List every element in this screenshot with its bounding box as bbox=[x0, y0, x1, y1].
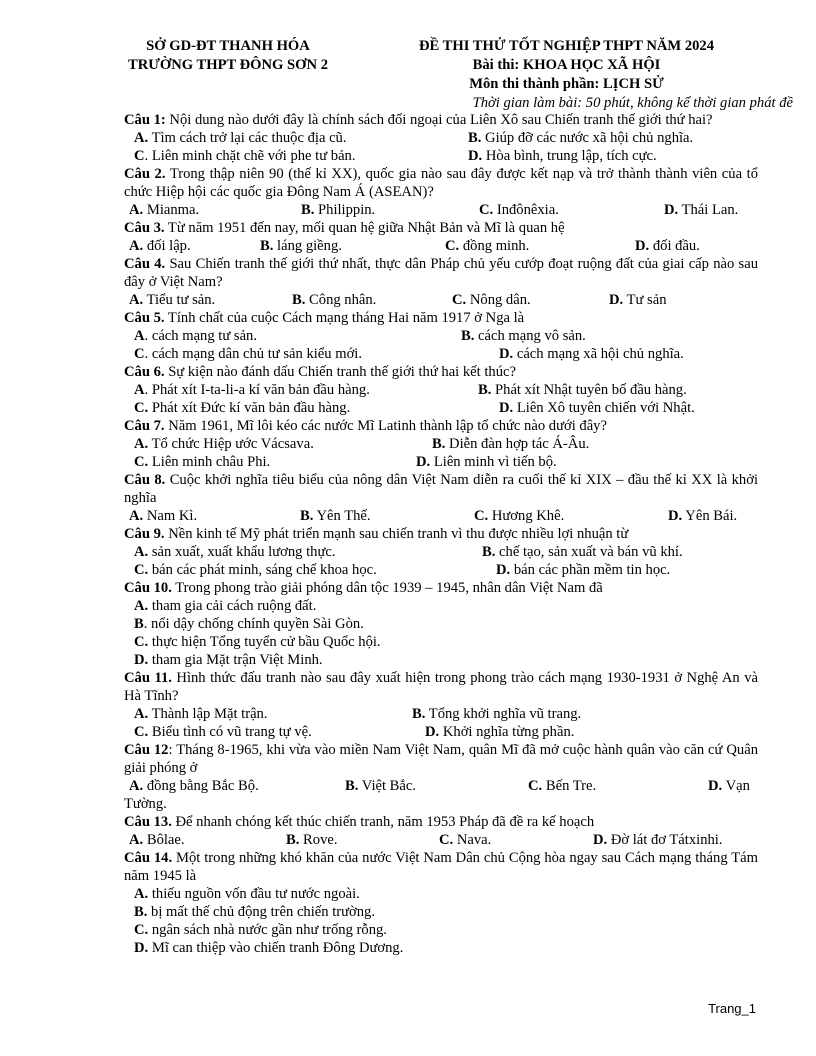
answer-option bbox=[499, 399, 695, 417]
question-text: Nội dung nào dưới đây là chính sách đối ngoại của Liên Xô sau Chiến tranh thế giới thứ hai? bbox=[165, 112, 713, 128]
question bbox=[124, 669, 758, 741]
question bbox=[124, 525, 758, 579]
page-number: Trang_1 bbox=[708, 1001, 756, 1016]
option-letter: B. bbox=[412, 706, 426, 722]
answer-row bbox=[124, 291, 758, 309]
answer-row bbox=[124, 381, 758, 399]
exam-info bbox=[370, 37, 793, 113]
option-text: Việt Bắc. bbox=[358, 778, 417, 794]
question-number: Câu 13. bbox=[124, 814, 172, 830]
school-info bbox=[98, 37, 358, 75]
question-number: Câu 9. bbox=[124, 526, 165, 542]
option-continuation: Tường. bbox=[124, 796, 167, 812]
option-letter: A. bbox=[134, 886, 149, 902]
option-letter: A. bbox=[134, 544, 149, 560]
option-letter: A. bbox=[134, 436, 149, 452]
option-text: Yên Bái. bbox=[682, 508, 738, 524]
option-letter: B. bbox=[286, 832, 300, 848]
option-letter: A. bbox=[129, 202, 144, 218]
question bbox=[124, 741, 758, 813]
option-letter: D. bbox=[134, 652, 149, 668]
answer-option bbox=[482, 543, 683, 561]
option-text: Inđônêxia. bbox=[493, 202, 559, 218]
option-letter: C. bbox=[439, 832, 454, 848]
answer-option bbox=[129, 831, 185, 849]
question-stem bbox=[124, 165, 758, 201]
option-letter: C. bbox=[134, 922, 149, 938]
question-text: Sự kiện nào đánh dấu Chiến tranh thế giới thứ hai kết thúc? bbox=[164, 364, 516, 380]
question-number: Câu 7. bbox=[124, 418, 165, 434]
option-text: Nông dân. bbox=[466, 292, 531, 308]
answer-row bbox=[124, 147, 758, 165]
question-text: Hình thức đấu tranh nào sau đây xuất hiện trong phong trào cách mạng 1930-1931 ở Nghệ An và Hà Tĩnh? bbox=[124, 670, 758, 704]
question-number: Câu 4. bbox=[124, 256, 166, 272]
option-text: đồng bằng Bắc Bộ. bbox=[143, 778, 259, 794]
option-text: . nổi dậy chống chính quyền Sài Gòn. bbox=[143, 616, 364, 632]
option-text: . cách mạng tư sản. bbox=[144, 328, 258, 344]
option-letter: C. bbox=[134, 454, 149, 470]
option-letter: D. bbox=[635, 238, 650, 254]
answer-option bbox=[412, 705, 581, 723]
question bbox=[124, 363, 758, 417]
option-letter: D. bbox=[499, 400, 514, 416]
answer-row bbox=[124, 615, 758, 633]
option-letter: C. bbox=[134, 724, 149, 740]
answer-option bbox=[345, 777, 416, 795]
option-letter: D. bbox=[499, 346, 514, 362]
answer-option bbox=[134, 399, 350, 417]
option-letter: B. bbox=[292, 292, 306, 308]
option-text: đồng minh. bbox=[459, 238, 530, 254]
answer-row bbox=[124, 435, 758, 453]
question-text: Nền kinh tế Mỹ phát triển mạnh sau chiến tranh vì thu được nhiều lợi nhuận từ bbox=[164, 526, 629, 542]
answer-row bbox=[124, 597, 758, 615]
answer-row bbox=[124, 129, 758, 147]
question bbox=[124, 813, 758, 849]
question-number: Câu 10. bbox=[124, 580, 172, 596]
answer-option bbox=[445, 237, 529, 255]
option-text: Tư sản bbox=[623, 292, 667, 308]
question-text: Tính chất của cuộc Cách mạng tháng Hai năm 1917 ở Nga là bbox=[164, 310, 525, 326]
option-text: Bến Tre. bbox=[542, 778, 597, 794]
answer-row bbox=[124, 201, 758, 219]
option-text: Yên Thế. bbox=[313, 508, 371, 524]
option-text: Thành lập Mặt trận. bbox=[148, 706, 268, 722]
option-letter: A bbox=[134, 328, 145, 344]
option-letter: C bbox=[134, 346, 145, 362]
option-text: Liên minh châu Phi. bbox=[148, 454, 271, 470]
answer-option bbox=[478, 381, 687, 399]
question-number: Câu 2. bbox=[124, 166, 166, 182]
option-text: Thái Lan. bbox=[678, 202, 739, 218]
question bbox=[124, 417, 758, 471]
answer-option bbox=[499, 345, 684, 363]
answer-row bbox=[124, 237, 758, 255]
answer-row bbox=[124, 345, 758, 363]
answer-row bbox=[124, 399, 758, 417]
answer-option bbox=[260, 237, 342, 255]
question-text: Một trong những khó khăn của nước Việt Nam Dân chủ Cộng hòa ngay sau Cách mạng tháng Tám năm 1945 là bbox=[124, 850, 759, 884]
answer-option bbox=[496, 561, 670, 579]
exam-subject: Môn thi thành phần: LỊCH SỬ bbox=[469, 76, 664, 92]
answer-option bbox=[609, 291, 667, 309]
answer-option bbox=[439, 831, 491, 849]
question-number: Câu 1: bbox=[124, 112, 166, 128]
answer-option bbox=[134, 723, 312, 741]
exam-header bbox=[98, 37, 793, 111]
option-text: ngân sách nhà nước gần như trống rỗng. bbox=[148, 922, 387, 938]
answer-row bbox=[124, 777, 758, 795]
option-text: Công nhân. bbox=[305, 292, 377, 308]
option-text: Liên minh vì tiến bộ. bbox=[430, 454, 557, 470]
exam-time: Thời gian làm bài: 50 phút, không kể thời gian phát đề bbox=[472, 95, 793, 111]
option-letter: B. bbox=[432, 436, 446, 452]
answer-option bbox=[129, 291, 215, 309]
option-text: láng giềng. bbox=[273, 238, 342, 254]
answer-option bbox=[134, 921, 387, 939]
option-text: Giúp đỡ các nước xã hội chủ nghĩa. bbox=[481, 130, 694, 146]
question-stem bbox=[124, 741, 758, 777]
answer-option bbox=[134, 615, 364, 633]
option-letter: C. bbox=[528, 778, 543, 794]
answer-option bbox=[664, 201, 738, 219]
question-text: Trong thập niên 90 (thế kỉ XX), quốc gia nào sau đây được kết nạp và trở thành thành viên của tổ chức Hiệp hội các quốc gia Đông Nam Á (ASEAN)? bbox=[124, 166, 759, 200]
answer-row bbox=[124, 453, 758, 471]
answer-row bbox=[124, 885, 758, 903]
question-list bbox=[124, 111, 758, 957]
answer-option bbox=[593, 831, 723, 849]
answer-option bbox=[301, 201, 375, 219]
question-text: Năm 1961, Mĩ lôi kéo các nước Mĩ Latinh thành lập tổ chức nào dưới đây? bbox=[164, 418, 607, 434]
option-letter: A. bbox=[129, 292, 144, 308]
option-text: Hòa bình, trung lập, tích cực. bbox=[482, 148, 657, 164]
question-number: Câu 8. bbox=[124, 472, 166, 488]
answer-option bbox=[416, 453, 557, 471]
option-text: chế tạo, sản xuất và bán vũ khí. bbox=[495, 544, 683, 560]
answer-option bbox=[468, 147, 657, 165]
option-letter: C. bbox=[134, 400, 149, 416]
question-stem bbox=[124, 669, 758, 705]
option-text: Biểu tình có vũ trang tự vệ. bbox=[148, 724, 312, 740]
option-text: Bôlae. bbox=[143, 832, 185, 848]
question-text: Sau Chiến tranh thế giới thứ nhất, thực dân Pháp chủ yếu cướp đoạt ruộng đất của giai cấp nào sau đây ở Việt Nam? bbox=[124, 256, 759, 290]
question-stem bbox=[124, 579, 758, 597]
option-text: . Liên minh chặt chẽ với phe tư bản. bbox=[144, 148, 356, 164]
option-letter: A. bbox=[134, 130, 149, 146]
question-stem bbox=[124, 471, 758, 507]
question-number: Câu 12 bbox=[124, 742, 169, 758]
option-letter: A. bbox=[134, 706, 149, 722]
answer-option bbox=[474, 507, 564, 525]
option-letter: D. bbox=[668, 508, 683, 524]
answer-option bbox=[129, 507, 197, 525]
answer-option bbox=[461, 327, 586, 345]
question-number: Câu 14. bbox=[124, 850, 173, 866]
option-text: . Phát xít I-ta-li-a kí văn bản đầu hàng. bbox=[144, 382, 370, 398]
option-text: . cách mạng dân chủ tư sản kiểu mới. bbox=[144, 346, 362, 362]
option-text: Phát xít Đức kí văn bản đầu hàng. bbox=[148, 400, 351, 416]
option-letter: B. bbox=[301, 202, 315, 218]
option-text: thiếu nguồn vốn đầu tư nước ngoài. bbox=[148, 886, 360, 902]
question bbox=[124, 471, 758, 525]
answer-option bbox=[134, 453, 270, 471]
answer-option bbox=[134, 561, 377, 579]
option-text: tham gia cải cách ruộng đất. bbox=[148, 598, 317, 614]
answer-option bbox=[129, 201, 199, 219]
question-stem bbox=[124, 363, 758, 381]
option-text: Phát xít Nhật tuyên bố đầu hàng. bbox=[491, 382, 687, 398]
answer-option bbox=[425, 723, 574, 741]
option-letter: D. bbox=[496, 562, 511, 578]
option-text: bị mất thế chủ động trên chiến trường. bbox=[147, 904, 375, 920]
question-stem bbox=[124, 813, 758, 831]
option-letter: D. bbox=[416, 454, 431, 470]
option-letter: B. bbox=[461, 328, 475, 344]
question bbox=[124, 849, 758, 957]
option-letter: A. bbox=[129, 238, 144, 254]
option-letter: B. bbox=[134, 904, 148, 920]
answer-row bbox=[124, 939, 758, 957]
option-text: bán các phần mềm tin học. bbox=[510, 562, 671, 578]
option-letter: B. bbox=[300, 508, 314, 524]
option-letter: B. bbox=[345, 778, 359, 794]
answer-option bbox=[452, 291, 531, 309]
answer-option bbox=[468, 129, 693, 147]
question bbox=[124, 165, 758, 219]
answer-row bbox=[124, 507, 758, 525]
answer-option bbox=[134, 705, 268, 723]
question bbox=[124, 219, 758, 255]
department-name: SỞ GD-ĐT THANH HÓA bbox=[146, 38, 310, 54]
option-text: đối đầu. bbox=[649, 238, 700, 254]
answer-option bbox=[528, 777, 596, 795]
answer-option bbox=[134, 543, 335, 561]
answer-option bbox=[134, 939, 403, 957]
question-text: Để nhanh chóng kết thúc chiến tranh, năm 1953 Pháp đã đề ra kế hoạch bbox=[171, 814, 595, 830]
option-text: Vạn bbox=[722, 778, 750, 794]
option-letter: C. bbox=[134, 634, 149, 650]
answer-option bbox=[635, 237, 700, 255]
answer-option bbox=[134, 633, 381, 651]
answer-option bbox=[134, 147, 356, 165]
question-text: : Tháng 8-1965, khi vừa vào miền Nam Việt Nam, quân Mĩ đã mở cuộc hành quân vào căn cứ Quân giải phóng ở bbox=[124, 742, 758, 776]
option-letter: B. bbox=[478, 382, 492, 398]
question bbox=[124, 255, 758, 309]
answer-option bbox=[129, 777, 259, 795]
option-letter: A bbox=[134, 382, 145, 398]
option-text: cách mạng xã hội chủ nghĩa. bbox=[513, 346, 684, 362]
option-letter: B. bbox=[468, 130, 482, 146]
option-text: Hương Khê. bbox=[488, 508, 565, 524]
answer-row bbox=[124, 651, 758, 669]
answer-row bbox=[124, 543, 758, 561]
answer-option bbox=[134, 435, 314, 453]
option-text: Tìm cách trở lại các thuộc địa cũ. bbox=[148, 130, 347, 146]
question-stem bbox=[124, 111, 758, 129]
answer-row bbox=[124, 633, 758, 651]
option-text: Liên Xô tuyên chiến với Nhật. bbox=[513, 400, 695, 416]
option-text: bán các phát minh, sáng chế khoa học. bbox=[148, 562, 377, 578]
answer-row bbox=[124, 705, 758, 723]
option-text: đối lập. bbox=[143, 238, 191, 254]
answer-option bbox=[286, 831, 338, 849]
question-stem bbox=[124, 849, 758, 885]
answer-row bbox=[124, 723, 758, 741]
answer-row bbox=[124, 921, 758, 939]
option-letter: A. bbox=[129, 832, 144, 848]
answer-option bbox=[134, 345, 362, 363]
answer-option bbox=[134, 327, 257, 345]
option-text: thực hiện Tổng tuyển cử bầu Quốc hội. bbox=[148, 634, 381, 650]
option-text: Mianma. bbox=[143, 202, 200, 218]
option-text: cách mạng vô sản. bbox=[474, 328, 586, 344]
question-text: Trong phong trào giải phóng dân tộc 1939 – 1945, nhân dân Việt Nam đã bbox=[171, 580, 603, 596]
option-text: Đờ lát đơ Tátxinhi. bbox=[607, 832, 723, 848]
question-stem bbox=[124, 309, 758, 327]
option-text: sản xuất, xuất khẩu lương thực. bbox=[148, 544, 336, 560]
answer-option bbox=[292, 291, 376, 309]
question-text: Cuộc khởi nghĩa tiêu biểu của nông dân Việt Nam diễn ra cuối thế kỉ XIX – đầu thế kỉ XX là khởi nghĩa bbox=[124, 472, 758, 506]
option-letter: D. bbox=[708, 778, 723, 794]
option-letter: A. bbox=[129, 778, 144, 794]
answer-option bbox=[134, 651, 323, 669]
option-letter: C. bbox=[445, 238, 460, 254]
answer-row bbox=[124, 561, 758, 579]
answer-row bbox=[124, 903, 758, 921]
option-letter: A. bbox=[129, 508, 144, 524]
answer-option bbox=[708, 777, 750, 795]
option-letter: D. bbox=[593, 832, 608, 848]
option-text: Tổ chức Hiệp ước Vácsava. bbox=[148, 436, 314, 452]
question-stem bbox=[124, 219, 758, 237]
question bbox=[124, 309, 758, 363]
question bbox=[124, 579, 758, 669]
option-letter: B bbox=[134, 616, 144, 632]
answer-option bbox=[134, 885, 360, 903]
option-letter: A. bbox=[134, 598, 149, 614]
exam-title: ĐỀ THI THỬ TỐT NGHIỆP THPT NĂM 2024 bbox=[418, 38, 715, 54]
answer-option bbox=[134, 381, 370, 399]
option-text: Mĩ can thiệp vào chiến tranh Đông Dương. bbox=[148, 940, 404, 956]
option-letter: D. bbox=[425, 724, 440, 740]
option-letter: C. bbox=[474, 508, 489, 524]
question-stem bbox=[124, 417, 758, 435]
question bbox=[124, 111, 758, 165]
question-number: Câu 6. bbox=[124, 364, 165, 380]
answer-option bbox=[134, 129, 347, 147]
answer-option bbox=[668, 507, 737, 525]
answer-option bbox=[134, 903, 375, 921]
option-text: Khởi nghĩa từng phần. bbox=[439, 724, 575, 740]
school-name: TRƯỜNG THPT ĐÔNG SƠN 2 bbox=[127, 57, 328, 73]
option-text: Diễn đàn hợp tác Á-Âu. bbox=[445, 436, 590, 452]
option-text: Philippin. bbox=[314, 202, 376, 218]
answer-option bbox=[134, 597, 316, 615]
option-letter: D. bbox=[609, 292, 624, 308]
option-text: Nava. bbox=[453, 832, 492, 848]
option-text: tham gia Mặt trận Việt Minh. bbox=[148, 652, 323, 668]
question-stem bbox=[124, 525, 758, 543]
exam-name: Bài thi: KHOA HỌC XÃ HỘI bbox=[472, 57, 661, 73]
option-letter: C. bbox=[479, 202, 494, 218]
option-text: Tiểu tư sản. bbox=[143, 292, 216, 308]
option-letter: D. bbox=[134, 940, 149, 956]
answer-option bbox=[300, 507, 371, 525]
answer-row bbox=[124, 831, 758, 849]
option-text: Nam Kì. bbox=[143, 508, 198, 524]
option-text: Tổng khởi nghĩa vũ trang. bbox=[425, 706, 582, 722]
answer-option bbox=[479, 201, 559, 219]
option-letter: D. bbox=[468, 148, 483, 164]
option-letter: D. bbox=[664, 202, 679, 218]
question-text: Từ năm 1951 đến nay, mối quan hệ giữa Nhật Bản và Mĩ là quan hệ bbox=[164, 220, 565, 236]
option-letter: C bbox=[134, 148, 145, 164]
question-number: Câu 5. bbox=[124, 310, 165, 326]
question-stem bbox=[124, 255, 758, 291]
option-letter: B. bbox=[482, 544, 496, 560]
option-letter: B. bbox=[260, 238, 274, 254]
answer-option bbox=[129, 237, 191, 255]
question-number: Câu 3. bbox=[124, 220, 165, 236]
option-text: Rove. bbox=[299, 832, 338, 848]
option-letter: C. bbox=[452, 292, 467, 308]
question-number: Câu 11. bbox=[124, 670, 172, 686]
answer-option bbox=[432, 435, 589, 453]
option-letter: C. bbox=[134, 562, 149, 578]
answer-row bbox=[124, 327, 758, 345]
